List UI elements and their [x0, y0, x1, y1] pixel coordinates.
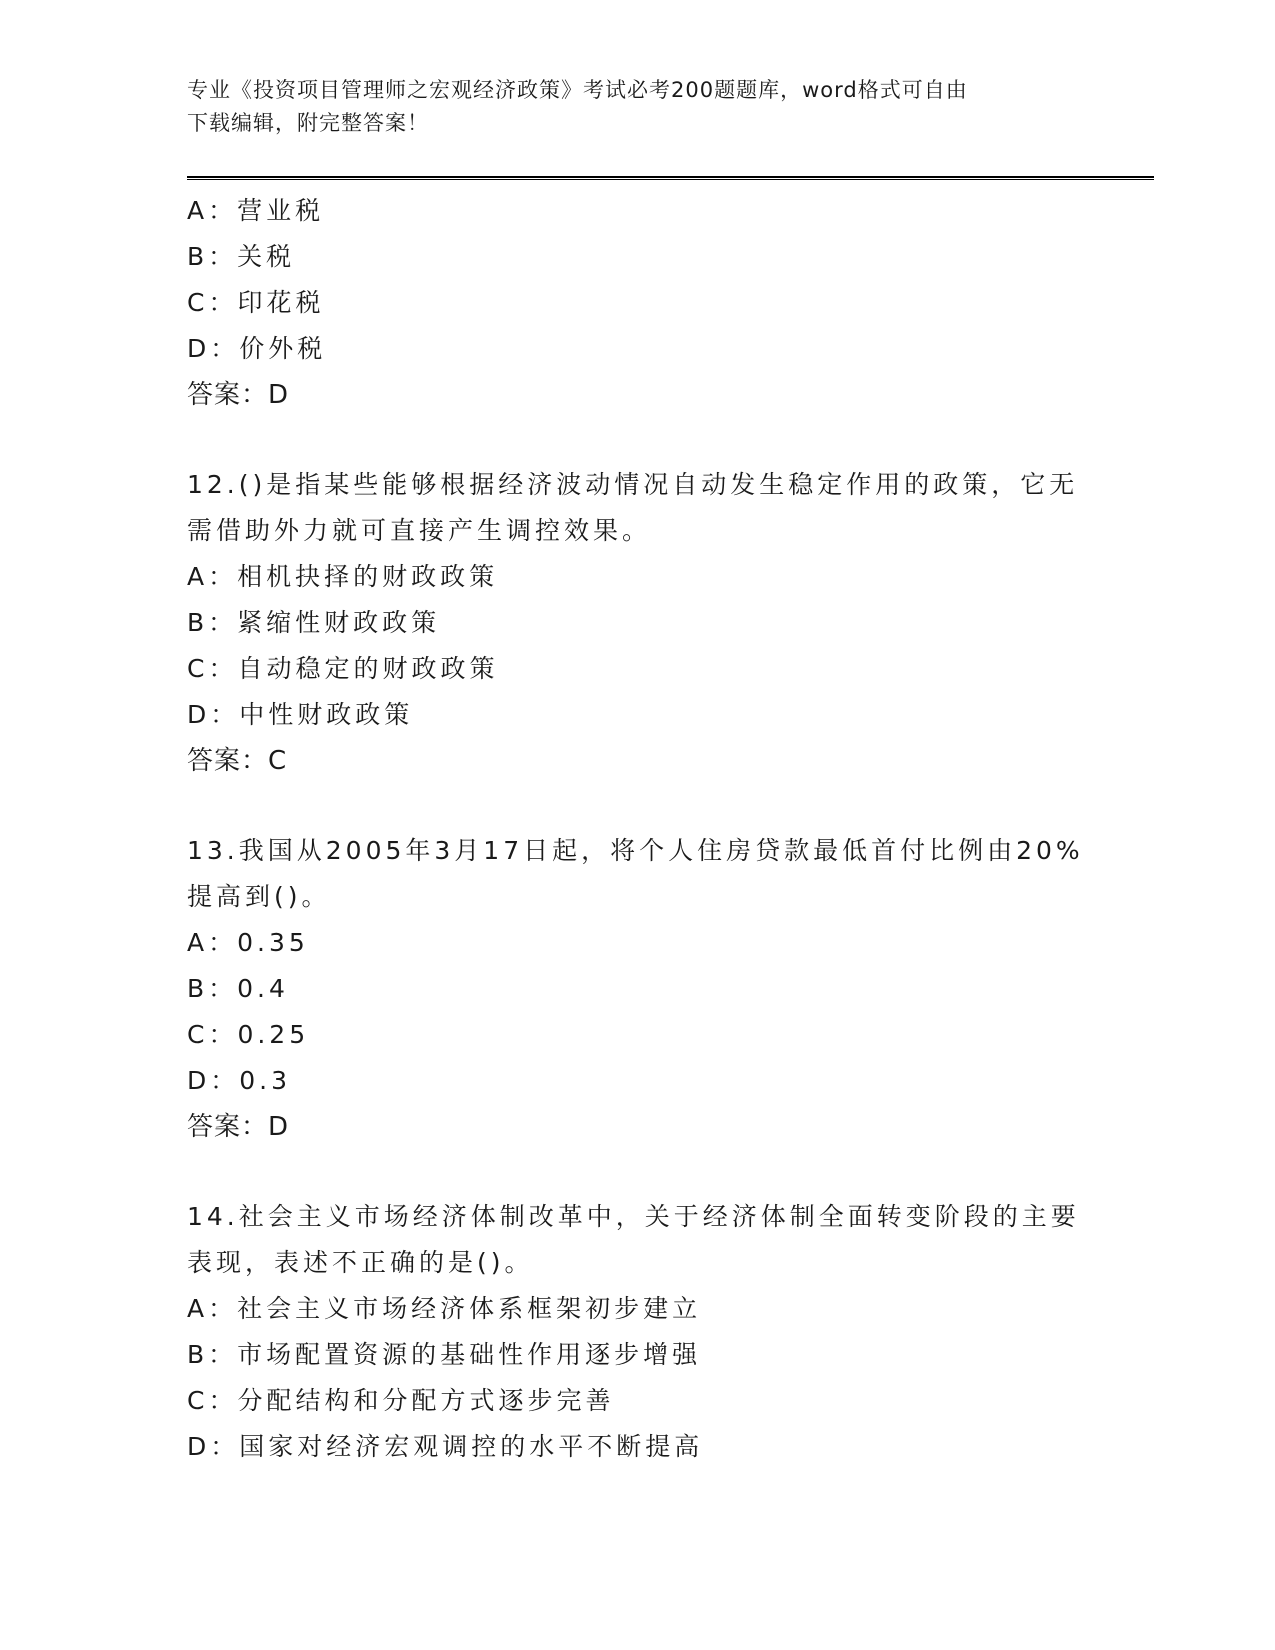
option-c: C：印花税 [187, 288, 325, 317]
question-stem-line-1: 14.社会主义市场经济体制改革中，关于经济体制全面转变阶段的主要 [187, 1202, 1080, 1231]
question-block-13 [187, 828, 1154, 1150]
option-b: B：0.4 [187, 974, 289, 1003]
header-divider [187, 176, 1154, 180]
answer-line: 答案：D [187, 380, 290, 410]
header-line-2: 下载编辑，附完整答案！ [187, 111, 429, 135]
option-c: C：0.25 [187, 1020, 310, 1049]
question-stem-line-2: 表现，表述不正确的是()。 [187, 1248, 534, 1277]
option-b: B：关税 [187, 242, 296, 271]
question-content [187, 188, 1154, 1470]
question-block-11 [187, 188, 1154, 418]
option-b: B：紧缩性财政政策 [187, 608, 441, 637]
option-d: D：价外税 [187, 334, 327, 363]
option-d: D：0.3 [187, 1066, 292, 1095]
question-block-14 [187, 1194, 1154, 1470]
option-a: A：0.35 [187, 928, 309, 957]
question-stem-line-2: 需借助外力就可直接产生调控效果。 [187, 516, 652, 545]
question-block-12 [187, 462, 1154, 784]
header-line-1: 专业《投资项目管理师之宏观经济政策》考试必考200题题库，word格式可自由 [187, 78, 968, 102]
option-d: D：中性财政政策 [187, 700, 414, 729]
option-a: A：相机抉择的财政政策 [187, 562, 499, 591]
document-header [187, 74, 1087, 140]
option-c: C：自动稳定的财政政策 [187, 654, 499, 683]
option-a: A：营业税 [187, 196, 325, 225]
option-c: C：分配结构和分配方式逐步完善 [187, 1386, 615, 1415]
option-d: D：国家对经济宏观调控的水平不断提高 [187, 1432, 704, 1461]
question-stem-line-2: 提高到()。 [187, 882, 331, 911]
question-stem-line-1: 12.()是指某些能够根据经济波动情况自动发生稳定作用的政策，它无 [187, 470, 1079, 499]
option-b: B：市场配置资源的基础性作用逐步增强 [187, 1340, 702, 1369]
answer-line: 答案：C [187, 746, 288, 776]
answer-line: 答案：D [187, 1112, 290, 1142]
question-stem-line-1: 13.我国从2005年3月17日起，将个人住房贷款最低首付比例由20% [187, 836, 1084, 865]
option-a: A：社会主义市场经济体系框架初步建立 [187, 1294, 702, 1323]
